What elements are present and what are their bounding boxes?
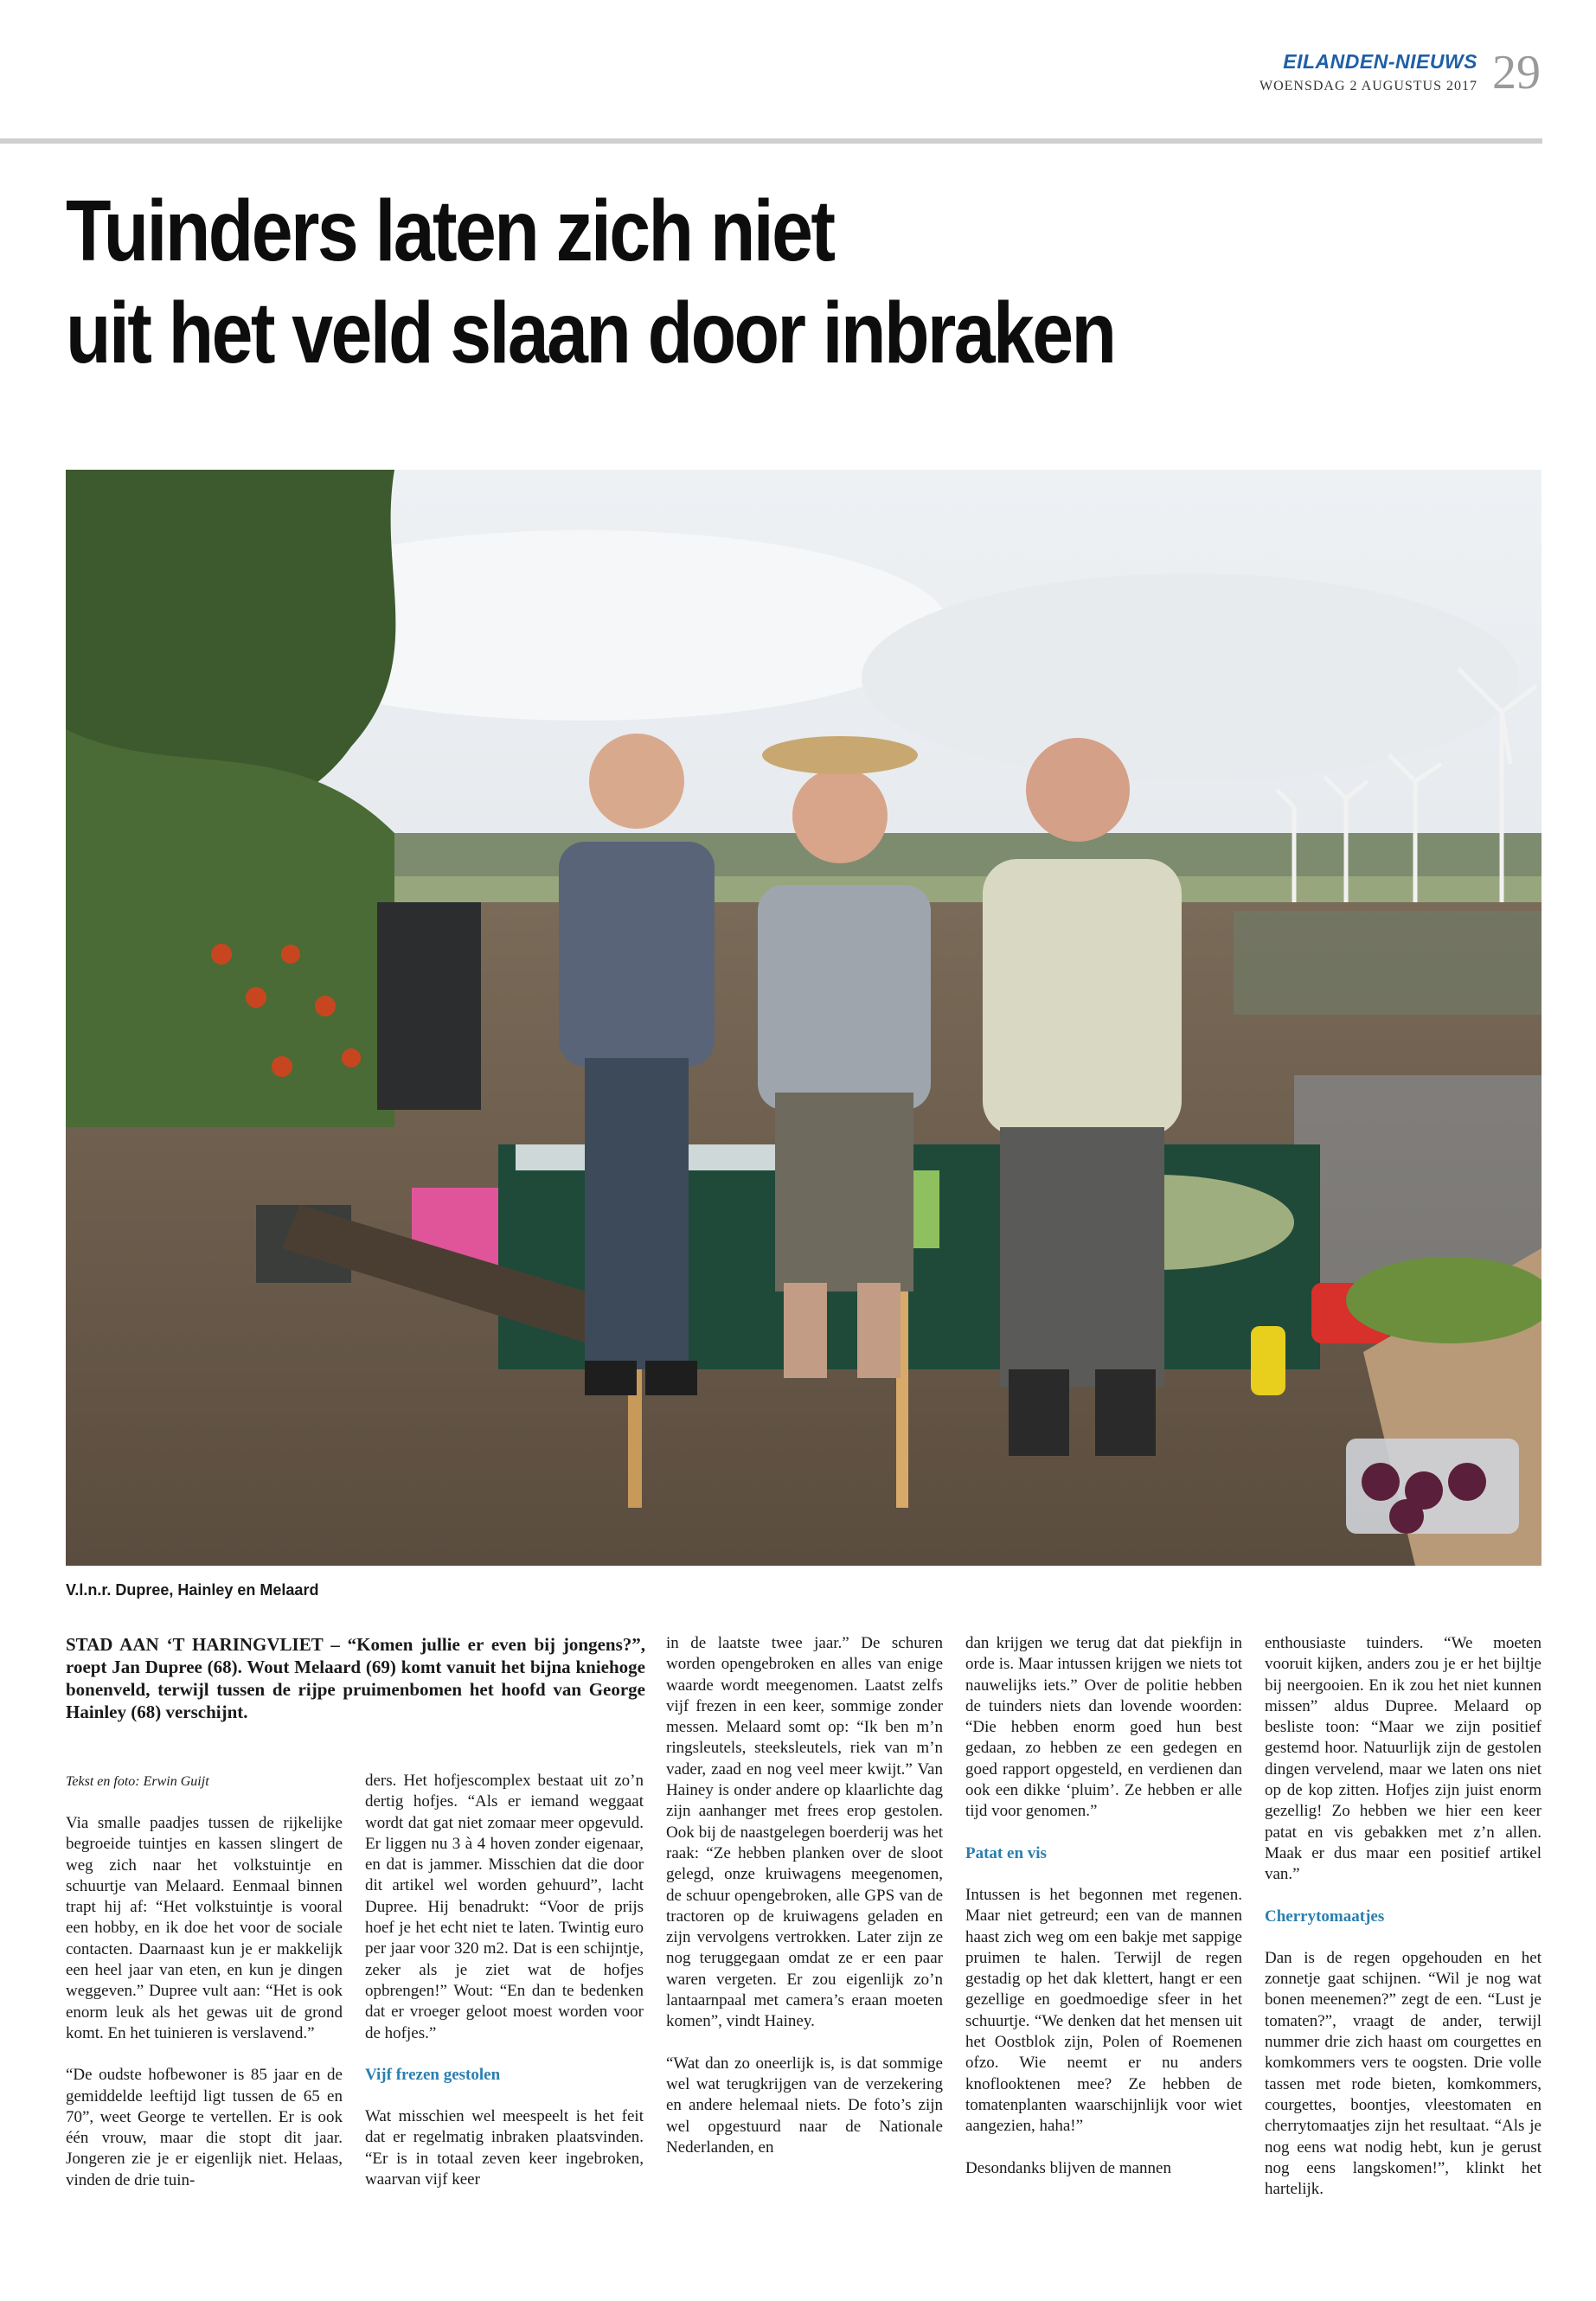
paragraph: Dan is de regen opgehouden en het zonnetje gaat schijnen. “Wil je nog wat bonen meenemen?” zegt de een. “Lust je tomaten?”, vraagt de ander, terwijl nummer drie zich haast om courgettes en komkommers vers te oogsten. Drie volle tassen met rode bieten, komkommers, courgettes, boontjes, vleestomaten en cherrytomaatjes zijn het resultaat. “Als je nog eens wat nodig hebt, kun je gerust nog eens langskomen!”, klinkt het hartelijk. [1265, 1948, 1542, 2199]
article-headline [66, 180, 1330, 384]
headline-line-2: uit het veld slaan door inbraken [66, 285, 1115, 381]
paragraph: dan krijgen we terug dat dat piekfijn in orde is. Maar intussen krijgen we niets tot nauwelijks iets.” Over de politie hebben de tuinders niets dan lovende woorden: “Die hebben enorm goed hun best gedaan, zo hebben ze een gedegen en goed rapport opgesteld, en verdienen dan ook een dikke ‘pluim’. Ze hebben er alle tijd voor genomen.” [965, 1634, 1242, 1821]
subheading: Vijf frezen gestolen [365, 2065, 501, 2084]
header-divider [0, 138, 1542, 144]
photo-credit: Tekst en foto: Erwin Guijt [66, 1774, 209, 1789]
column-3 [666, 1633, 943, 2179]
article-photo [66, 470, 1542, 1566]
paragraph: in de laatste twee jaar.” De schuren worden opengebroken en alles van enige waarde wordt meegenomen. Laatst zelfs vijf frezen in een keer, sommige zonder messen. Melaard somt op: “Ik ben m’n ringsleutels, steeksleutels, riek van m’n vader, zaad en nog veel meer kwijt.” Van Hainey is onder andere op klaarlichte dag zijn aanhanger met frees erop gestolen. Ook bij de naastgelegen boerderij was het raak: “Ze hebben planken over de sloot gelegd, onze kruiwagens meegenomen, de schuur opengebroken, alle GPS van de tractoren op de kruiwagens geladen en zijn vervolgens vertrokken. Later zijn ze nog teruggegaan omdat ze er een paar waren vergeten. Er zou eigenlijk zo’n lantaarnpaal met camera’s eraan moeten komen”, vindt Hainey. [666, 1634, 943, 2031]
newspaper-name: EILANDEN-NIEUWS [1283, 50, 1477, 73]
paragraph: Wat misschien wel meespeelt is het feit dat er regelmatig inbraken plaatsvinden. “Er is in totaal zeven keer ingebroken, waarvan vijf keer [365, 2107, 644, 2189]
subheading: Cherrytomaatjes [1265, 1907, 1385, 1926]
paragraph: Desondanks blijven de mannen [965, 2158, 1171, 2177]
article-lead: STAD AAN ‘T HARINGVLIET – “Komen jullie er even bij jongens?”, roept Jan Dupree (68). Wout Melaard (69) komt vanuit het bijna kniehoge bonenveld, terwijl tussen de rijpe pruimenbomen het hoofd van George Hainley (68) verschijnt. [66, 1634, 645, 1722]
page-number: 29 [1492, 46, 1541, 99]
column-1 [66, 1813, 343, 2212]
paragraph: ders. Het hofjescomplex bestaat uit zo’n dertig hofjes. “Als er iemand weggaat wordt dat gat niet zomaar meer opgevuld. Er liggen nu 3 à 4 hoven zonder eigenaar, en dat is jammer. Misschien dat die door dit artikel wel worden gehuurd”, lacht Dupree. Hij benadrukt: “Voor de prijs hoef je het echt niet te laten. Twintig euro per jaar voor 320 m2. Dat is een schijntje, zeker als je ziet wat de hofjes opbrengen!” Wout: “En dan te bedenken dat er vroeger geloot moest worden voor de hofjes.” [365, 1772, 644, 2042]
subheading: Patat en vis [965, 1843, 1047, 1862]
column-2 [365, 1771, 644, 2211]
paragraph: enthousiaste tuinders. “We moeten vooruit kijken, anders zou je er het bijltje bij neergooien. En ik zou het niet kunnen missen” aldus Dupree. Melaard op besliste toon: “Maar we zijn positief gestemd hoor. Natuurlijk zijn de gestolen dingen vervelend, maar we laten ons niet op de kop zitten. Hofjes zijn juist enorm gezellig! Zo hebben we hier een keer patat en vis gebakken met z’n allen. Maak er dus maar een positief artikel van.” [1265, 1634, 1542, 1884]
column-5 [1265, 1633, 1542, 2221]
headline-line-1: Tuinders laten zich niet [66, 183, 834, 279]
paragraph: “Wat dan zo oneerlijk is, is dat sommige wel wat terugkrijgen van de verzekering en andere helemaal niets. De foto’s zijn wel opgestuurd naar de Nationale Nederlanden, en [666, 2054, 943, 2157]
column-4 [965, 1633, 1242, 2200]
paragraph: Intussen is het begonnen met regenen. Maar niet getreurd; een van de mannen haast zich weg om een bakje met sappige pruimen te halen. Terwijl de regen gestadig op het dak klettert, hangt er een gezellige en goedmoedige sfeer in het schuurtje. “We denken dat het mensen uit het Oostblok zijn, Polen of Roemenen ofzo. Wie neemt er nu anders knoflooktenen mee? Ze hebben de tomatenplanten waarschijnlijk voor wiet aangezien, haha!” [965, 1885, 1242, 2136]
paragraph: “De oudste hofbewoner is 85 jaar en de gemiddelde leeftijd ligt tussen de 65 en 70”, weet George te vertellen. Er is ook één vrouw, maar die stopt dit jaar. Jongeren zie je er eigenlijk niet. Helaas, vinden de drie tuin- [66, 2066, 343, 2189]
issue-date: WOENSDAG 2 AUGUSTUS 2017 [1259, 79, 1477, 93]
photo-caption: V.l.n.r. Dupree, Hainley en Melaard [66, 1581, 319, 1599]
paragraph: Via smalle paadjes tussen de rijkelijke begroeide tuintjes en kassen slingert de weg zich naar het volkstuintje en schuurtje van Melaard. Eenmaal binnen trapt hij af: “Het volkstuintje is vooral een hobby, en ik doe het voor de sociale contacten. Daarnaast kun je er makkelijk een heel jaar van eten, en kun je dingen weggeven.” Dupree vult aan: “Het is ook enorm leuk als het gewas uit de grond komt. En het tuinieren is verslavend.” [66, 1814, 343, 2042]
masthead [1259, 50, 1477, 94]
